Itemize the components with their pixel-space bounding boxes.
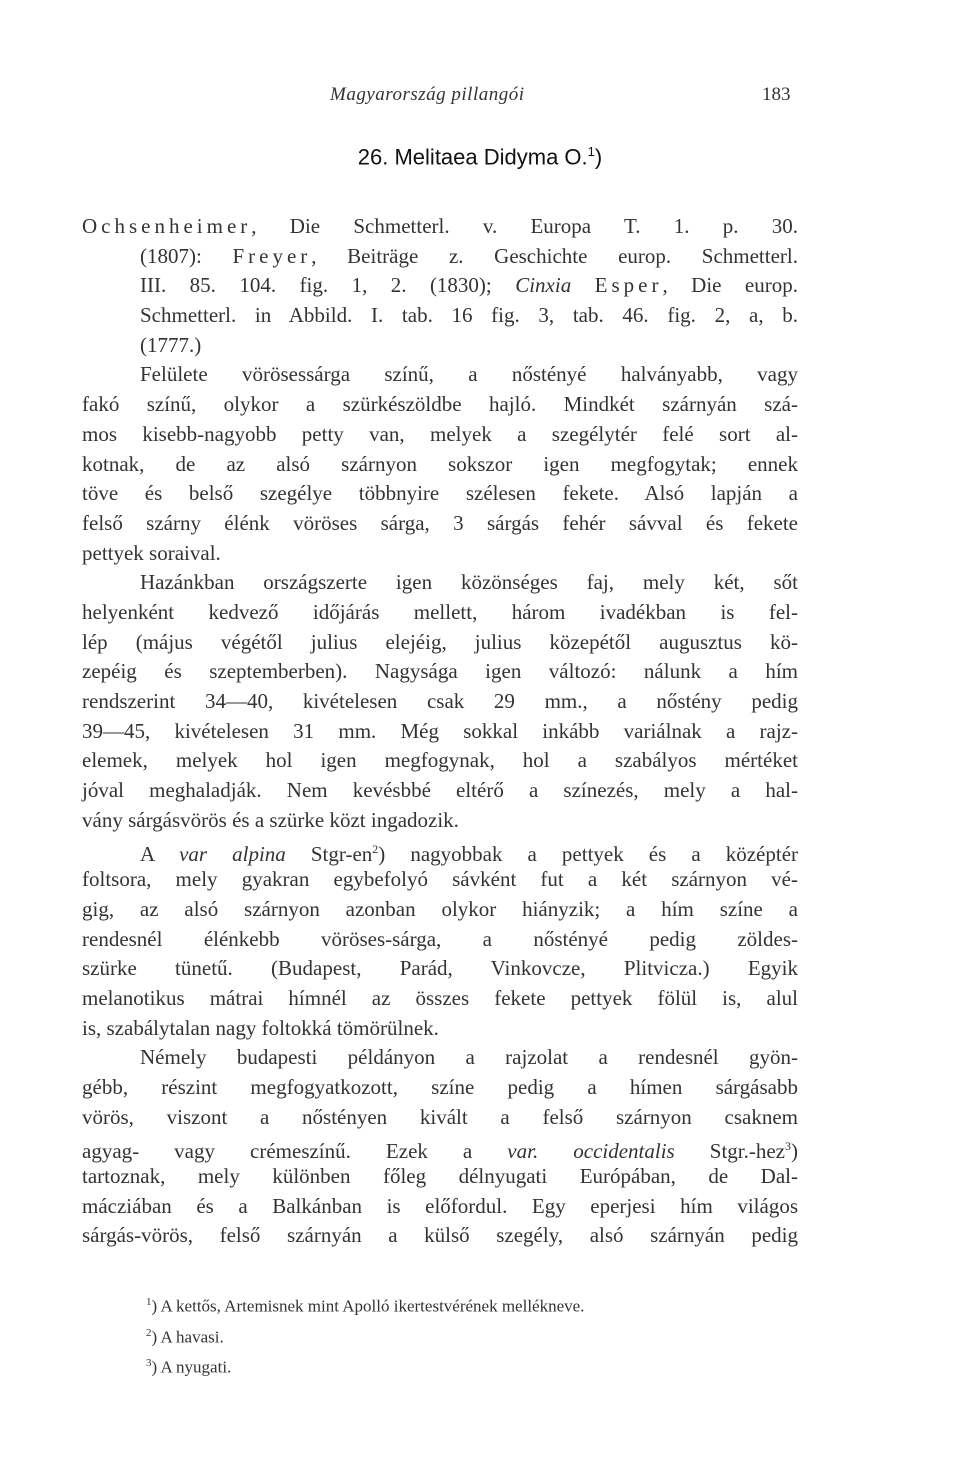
text-line xyxy=(82,865,798,895)
text-line xyxy=(82,1162,798,1192)
text-run: lép (május végétől julius elejéig, julius közepétől augusztus kö- xyxy=(82,629,798,654)
footnote-mark: 3 xyxy=(146,1357,152,1370)
text-run: elemek, melyek hol igen megfogynak, hol a szabályos mértéket xyxy=(82,748,798,773)
running-title: Magyarország pillangói xyxy=(330,84,525,105)
text-line xyxy=(82,598,798,628)
text-line xyxy=(82,212,798,242)
text-line xyxy=(82,1043,798,1073)
text-run: jóval meghaladják. Nem kevésbbé eltérő a színezés, mely a hal- xyxy=(82,778,798,803)
text-run: , Die europ. xyxy=(662,273,798,298)
text-run: , Beiträge z. Geschichte europ. Schmetterl. xyxy=(311,243,799,268)
footnote-mark: 1 xyxy=(146,1296,152,1308)
text-run: rendesnél élénkebb vöröses-sárga, a nőstényé pedig zöldes- xyxy=(82,926,798,951)
species-name: 26. Melitaea Didyma O. xyxy=(357,144,588,170)
text-run: agyag- vagy crémeszínű. Ezek a xyxy=(82,1139,508,1164)
text-run: kotnak, de az alsó szárnyon sokszor igen megfogytak; ennek xyxy=(82,451,798,476)
author-name: Freyer xyxy=(232,243,312,268)
text-line xyxy=(82,420,798,450)
footnote-mark: 2 xyxy=(146,1326,152,1339)
running-head xyxy=(0,84,960,114)
footnote-text: ) A kettős, Artemisnek mint Apolló ikertestvérének mellékneve. xyxy=(151,1296,585,1316)
text-line xyxy=(82,1221,798,1251)
text-line xyxy=(82,895,798,925)
text-run: (1807): xyxy=(140,243,233,268)
text-line xyxy=(82,1132,798,1162)
footnote-ref: 3 xyxy=(785,1139,792,1154)
text-run: vány sárgásvörös és a szürke közt ingadozik. xyxy=(82,807,459,832)
species-heading xyxy=(0,144,960,170)
text-line xyxy=(82,479,798,509)
text-line xyxy=(82,568,798,598)
text-run: szürke tünetű. (Budapest, Parád, Vinkovcze, Plitvicza.) Egyik xyxy=(82,956,798,981)
text-line xyxy=(82,301,798,331)
text-line xyxy=(82,360,798,390)
italic-term: var. occidentalis xyxy=(507,1139,675,1164)
text-run: vörös, viszont a nőstényen kivált a felső szárnyon csaknem xyxy=(82,1104,798,1129)
text-line xyxy=(82,746,798,776)
text-line xyxy=(82,450,798,480)
text-run: 39—45, kivételesen 31 mm. Még sokkal inkább variálnak a rajz- xyxy=(82,718,798,743)
author-name: Ochsenheimer xyxy=(82,214,252,238)
text-run: felső szárny élénk vöröses sárga, 3 sárgás fehér sávval és fekete xyxy=(82,510,798,535)
text-line xyxy=(82,717,798,747)
text-run: fakó színű, olykor a szürkészöldbe hajló. Mindkét szárnyán szá- xyxy=(82,392,798,417)
text-line xyxy=(82,1014,798,1044)
text-run: töve és belső szegélye többnyire szélesen fekete. Alsó lapján a xyxy=(82,481,798,506)
text-run: A xyxy=(140,842,180,867)
text-run: rendszerint 34—40, kivételesen csak 29 mm., a nőstény pedig xyxy=(82,689,798,713)
text-line xyxy=(82,628,798,658)
text-run: pettyek soraival. xyxy=(82,540,221,565)
text-run: is, szabálytalan nagy foltokká tömörülnek. xyxy=(82,1015,439,1040)
text-line xyxy=(82,806,798,836)
text-line xyxy=(82,331,798,361)
text-run: (1777.) xyxy=(140,332,202,357)
body-text xyxy=(82,212,798,1251)
text-run: mácziában és a Balkánban is előfordul. Egy eperjesi hím világos xyxy=(82,1193,798,1218)
author-name: Esper xyxy=(594,273,663,298)
footnote-text: ) A nyugati. xyxy=(151,1357,232,1377)
text-line xyxy=(82,242,798,272)
text-line xyxy=(82,687,798,717)
italic-term: Cinxia xyxy=(515,273,572,298)
text-run: , Die Schmetterl. v. Europa T. 1. p. 30. xyxy=(251,214,798,238)
footnote-ref: 2 xyxy=(372,842,379,857)
text-run: melanotikus mátrai hímnél az összes fekete pettyek fölül is, alul xyxy=(82,985,798,1010)
heading-closing: ) xyxy=(594,144,603,170)
text-line xyxy=(82,657,798,687)
text-line xyxy=(82,1103,798,1133)
text-line xyxy=(82,925,798,955)
text-line xyxy=(82,835,798,865)
text-run: Némely budapesti példányon a rajzolat a rendesnél gyön- xyxy=(140,1045,798,1070)
text-run: gébb, részint megfogyatkozott, színe pedig a hímen sárgásabb xyxy=(82,1074,798,1099)
text-line xyxy=(82,271,798,301)
text-run: Felülete vörösessárga színű, a nőstényé halványabb, vagy xyxy=(140,362,798,387)
text-line xyxy=(82,984,798,1014)
footnote xyxy=(146,1320,786,1351)
text-line xyxy=(82,509,798,539)
text-run: Schmetterl. in Abbild. I. tab. 16 fig. 3, tab. 46. fig. 2, a, b. xyxy=(140,303,798,328)
text-line xyxy=(82,390,798,420)
text-run: gig, az alsó szárnyon azonban olykor hiányzik; a hím színe a xyxy=(82,896,798,921)
text-run: Stgr-en xyxy=(285,842,373,867)
text-line xyxy=(82,954,798,984)
text-run: Stgr.-hez xyxy=(674,1139,786,1164)
footnote xyxy=(146,1350,786,1381)
footnotes xyxy=(146,1289,786,1381)
text-run: helyenként kedvező időjárás mellett, három ivadékban is fel- xyxy=(82,599,798,624)
text-run: mos kisebb-nagyobb petty van, melyek a szegélytér felé sort al- xyxy=(82,421,798,446)
text-run: sárgás-vörös, felső szárnyán a külső szegély, alsó szárnyán pedig xyxy=(82,1223,798,1248)
text-line xyxy=(82,1073,798,1103)
text-run: III. 85. 104. fig. 1, 2. (1830); xyxy=(140,273,516,298)
text-run: tartoznak, mely különben főleg délnyugati Európában, de Dal- xyxy=(82,1164,798,1188)
text-run: Hazánkban országszerte igen közönséges faj, mely két, sőt xyxy=(140,570,798,595)
text-run: ) xyxy=(791,1139,799,1164)
italic-term: var alpina xyxy=(179,842,286,867)
footnote-ref: 1 xyxy=(587,144,595,159)
text-line xyxy=(82,776,798,806)
text-line xyxy=(82,1192,798,1222)
text-run xyxy=(571,273,594,297)
footnote xyxy=(146,1289,786,1320)
text-run: ) nagyobbak a pettyek és a középtér xyxy=(378,842,799,867)
page-number: 183 xyxy=(762,84,791,105)
footnote-text: ) A havasi. xyxy=(151,1327,224,1347)
text-run: zepéig és szeptemberben). Nagysága igen változó: nálunk a hím xyxy=(82,659,798,684)
text-run: foltsora, mely gyakran egybefolyó sávként fut a két szárnyon vé- xyxy=(82,867,798,892)
text-line xyxy=(82,539,798,569)
